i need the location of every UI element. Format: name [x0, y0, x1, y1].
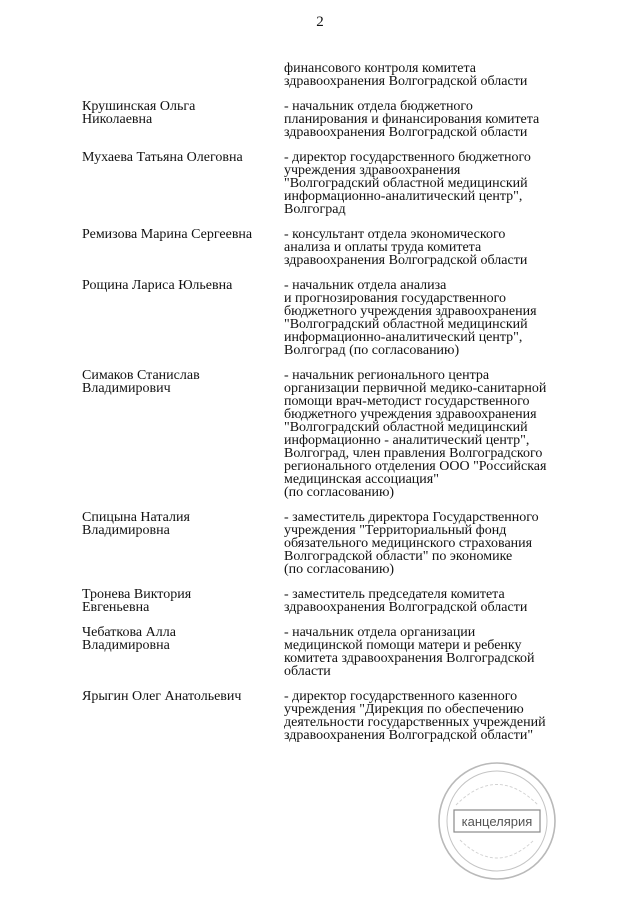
member-role: - заместитель директора Государственного учреждения "Территориальный фонд обязательного медицинского страхования Волгоградской области" по экономике (по согласованию) — [284, 510, 539, 577]
member-role: - директор государственного казенного учреждения "Дирекция по обеспечению деятельности государственных учреждений здравоохранения Волгоградской области" — [284, 689, 546, 743]
member-role: - начальник отдела анализа и прогнозирования государственного бюджетного учреждения здравоохранения "Волгоградский областной медицинский информационно-аналитический центр", Волгоград (по согласованию) — [284, 278, 537, 358]
member-role: - начальник регионального центра организации первичной медико-санитарной помощи врач-методист государственного бюджетного учреждения здравоохранения "Волгоградский областной медицинский информационно - аналитический центр", Волгоград, член правления Волгоградского регионального отделения ООО "Российская медицинская ассоциация" (по согласованию) — [284, 368, 547, 500]
member-name: Ремизова Марина Сергеевна — [82, 227, 253, 242]
member-role: финансового контроля комитета здравоохранения Волгоградской области — [284, 61, 528, 89]
member-name: Мухаева Татьяна Олеговна — [82, 150, 243, 165]
office-stamp — [436, 760, 558, 882]
member-name: Рощина Лариса Юльевна — [82, 278, 233, 293]
stamp-label: канцелярия — [461, 814, 533, 829]
member-role: - начальник отдела бюджетного планирования и финансирования комитета здравоохранения Волгоградской области — [284, 99, 540, 140]
member-name: Ярыгин Олег Анатольевич — [82, 689, 242, 704]
member-name: Тронева Виктория Евгеньевна — [82, 587, 192, 615]
member-role: - консультант отдела экономического анализа и оплаты труда комитета здравоохранения Волгоградской области — [284, 227, 528, 268]
member-role: - заместитель председателя комитета здравоохранения Волгоградской области — [284, 587, 528, 615]
member-name: Спицына Наталия Владимировна — [82, 510, 190, 538]
page-number: 2 — [316, 14, 324, 30]
member-role: - директор государственного бюджетного учреждения здравоохранения "Волгоградский областной медицинский информационно-аналитический центр", Волгоград — [284, 150, 531, 217]
member-name: Симаков Станислав Владимирович — [82, 368, 200, 396]
member-name: Чебаткова Алла Владимировна — [82, 625, 176, 653]
member-name: Крушинская Ольга Николаевна — [82, 99, 196, 127]
member-role: - начальник отдела организации медицинской помощи матери и ребенку комитета здравоохранения Волгоградской области — [284, 625, 535, 679]
